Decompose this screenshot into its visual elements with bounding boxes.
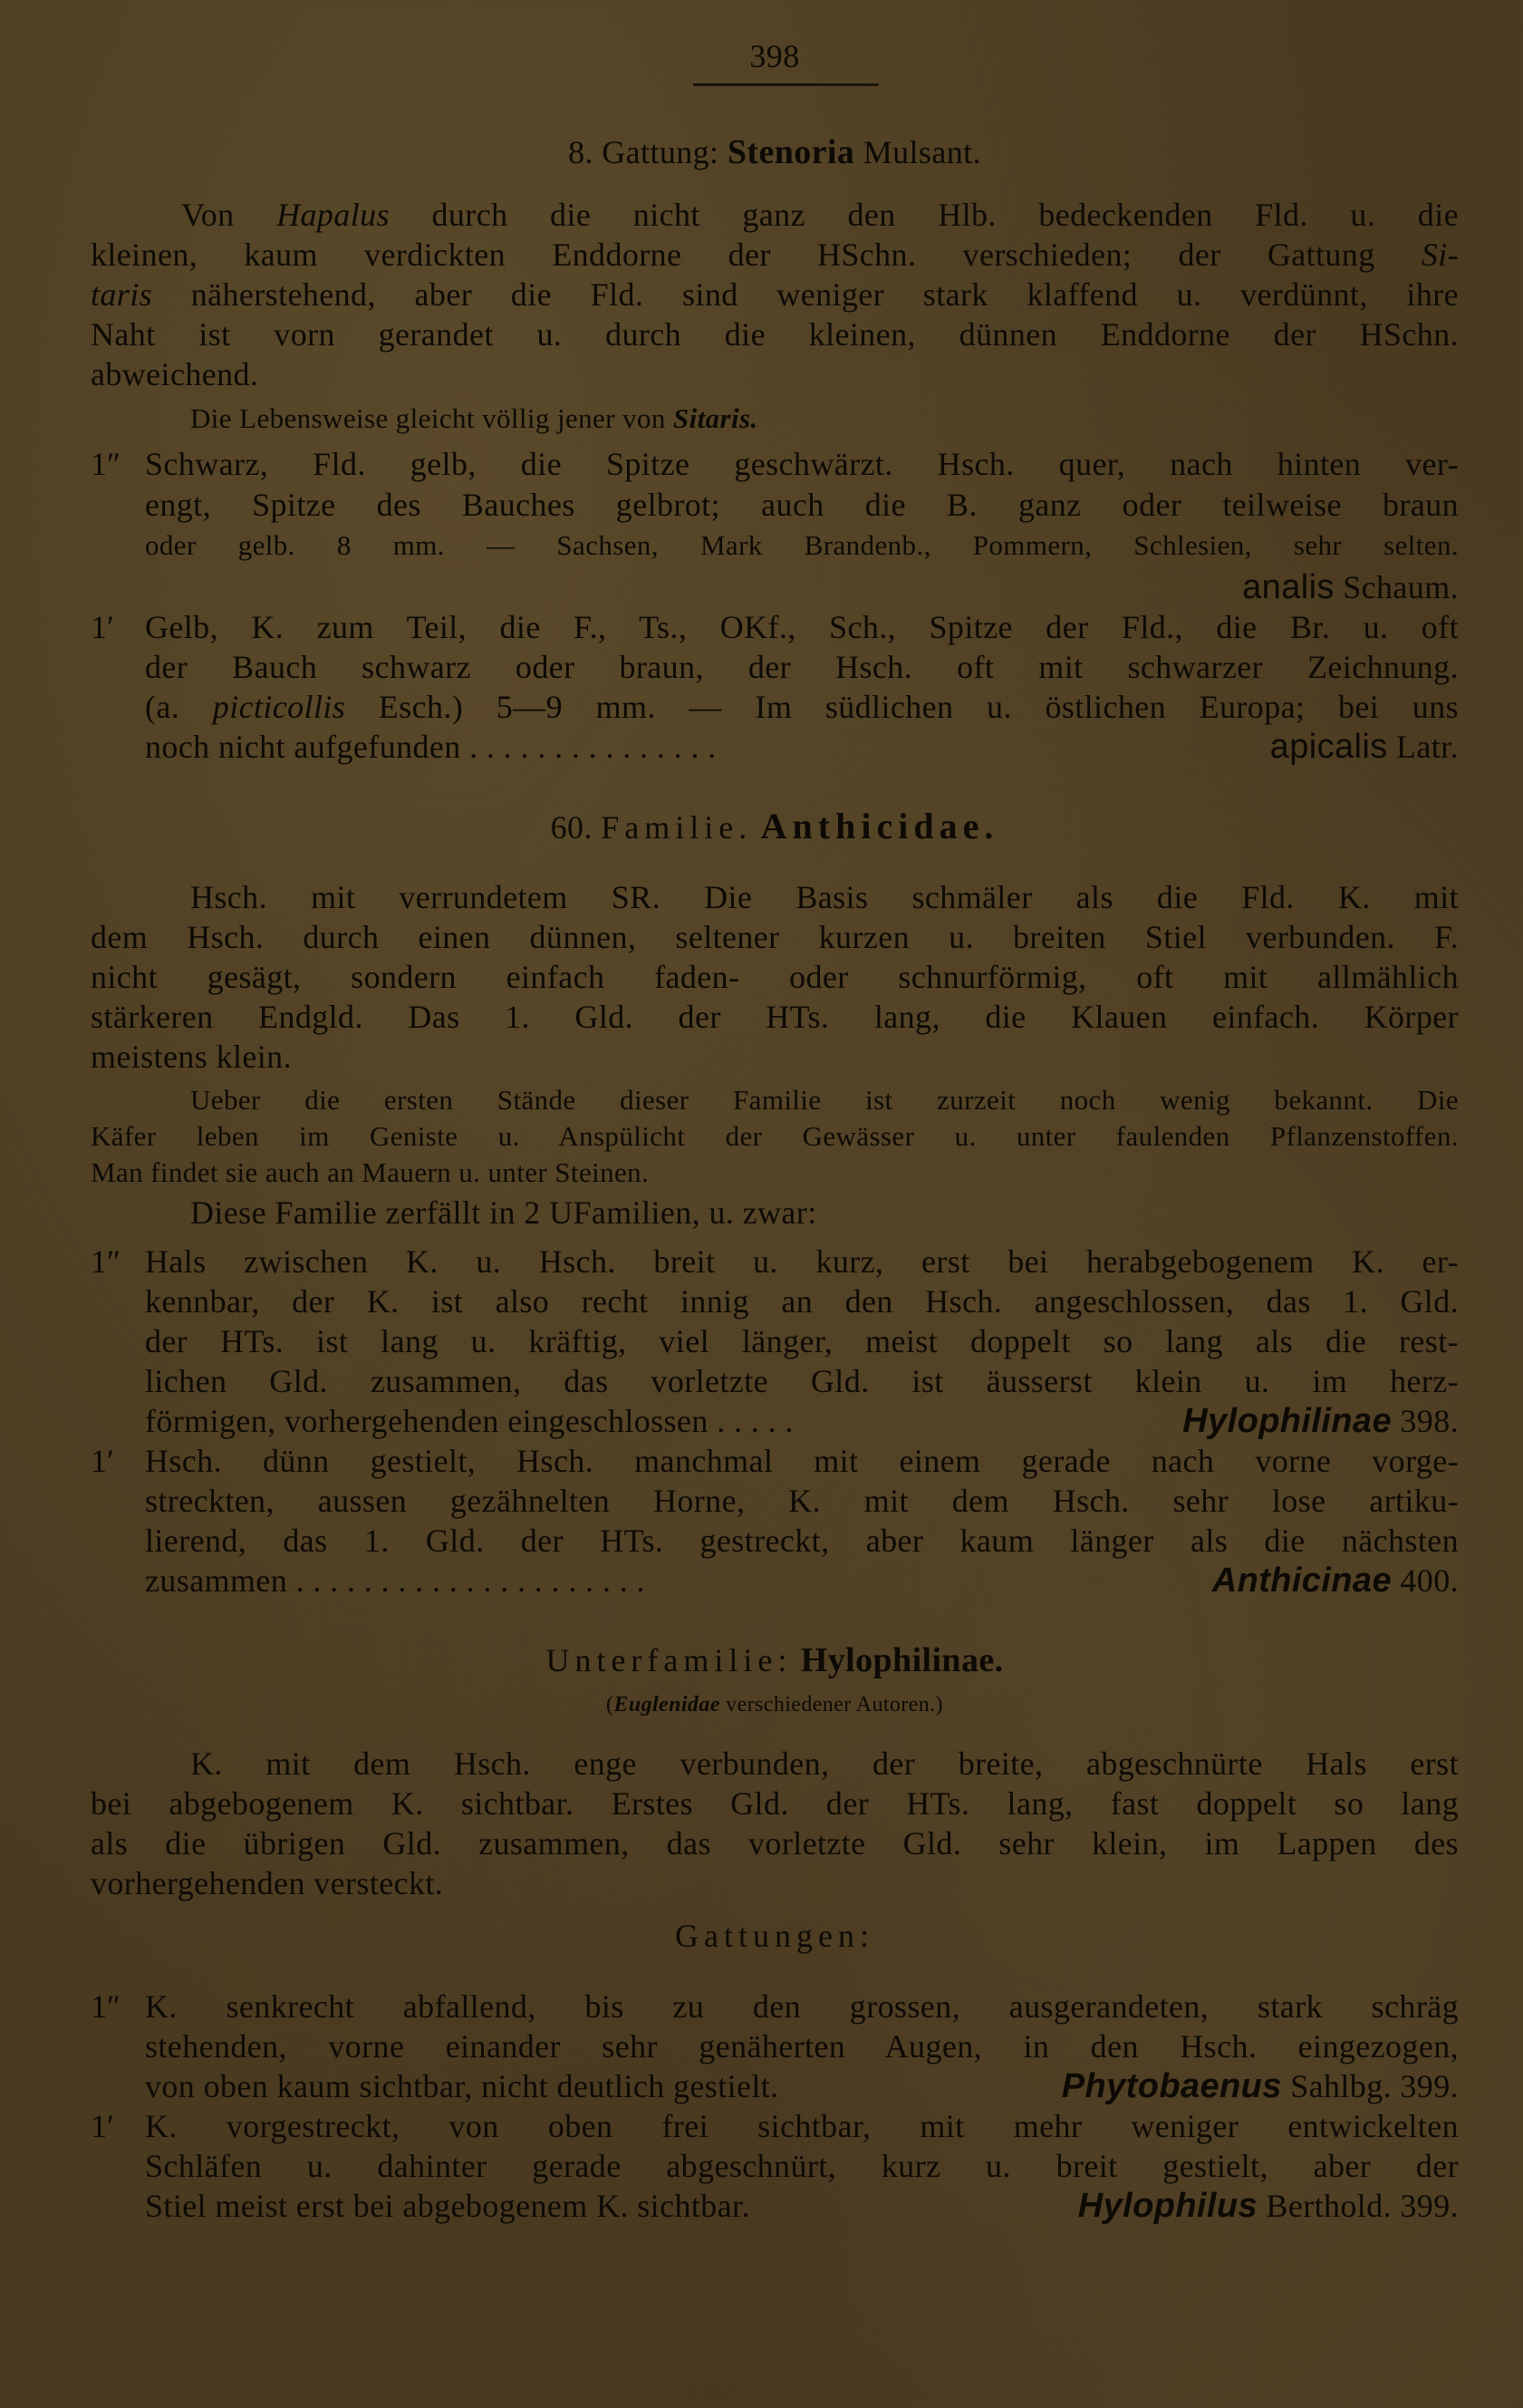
key-text: Stiel meist erst bei abgebogenem K. sichtbar. (145, 2188, 750, 2224)
genus-heading: 8. Gattung: Stenoria Mulsant. (568, 133, 981, 171)
key-text: von oben kaum sichtbar, nicht deutlich gestielt. (145, 2068, 779, 2104)
key-text: K. senkrecht abfallend, bis zu den grossen, ausgerandeten, stark schräg (145, 1988, 1459, 2025)
key-marker: 1″ (91, 1243, 120, 1280)
key-marker: 1′ (91, 609, 114, 645)
subfamily-note: (Euglenidae verschiedener Autoren.) (606, 1693, 943, 1717)
family-split: Diese Familie zerfällt in 2 UFamilien, u. zwar: (190, 1194, 817, 1231)
family-biology-line: Ueber die ersten Stände dieser Familie ist zurzeit noch wenig bekannt. Die (190, 1084, 1459, 1116)
key-marker: 1′ (91, 2108, 114, 2144)
key-marker: 1″ (91, 1988, 120, 2025)
genus-line: Phytobaenus Sahlbg. 399. (1061, 2067, 1459, 2105)
genus-intro-line-2: kleinen, kaum verdickten Enddorne der HSchn. verschieden; der Gattung Si- (91, 237, 1459, 273)
key-text: streckten, aussen gezähnelten Horne, K. mit dem Hsch. sehr lose artiku- (145, 1483, 1459, 1519)
subfamily-intro-line: bei abgebogenem K. sichtbar. Erstes Gld. der HTs. lang, fast doppelt so lang (91, 1785, 1459, 1822)
key-text: (a. picticollis Esch.) 5—9 mm. — Im südlichen u. östlichen Europa; bei uns (145, 689, 1460, 725)
key-text: zusammen . . . . . . . . . . . . . . . . . . . . . (145, 1562, 645, 1599)
header-rule (693, 83, 879, 86)
key-text: förmigen, vorhergehenden eingeschlossen . . . . . (145, 1403, 794, 1439)
genus-intro-line-1: Von Hapalus durch die nicht ganz den Hlb. bedeckenden Fld. u. die (181, 197, 1459, 233)
key-text: Schwarz, Fld. gelb, die Spitze geschwärzt. Hsch. quer, nach hinten ver- (145, 446, 1459, 482)
genus-intro-line-4: Naht ist vorn gerandet u. durch die kleinen, dünnen Enddorne der HSchn. (91, 316, 1459, 353)
key-text: Hals zwischen K. u. Hsch. breit u. kurz, erst bei herabgebogenem K. er- (145, 1243, 1459, 1280)
genera-heading: Gattungen: (675, 1918, 874, 1954)
subfamily-intro-line: K. mit dem Hsch. enge verbunden, der breite, abgeschnürte Hals erst (190, 1746, 1459, 1782)
family-intro-line: Hsch. mit verrundetem SR. Die Basis schmäler als die Fld. K. mit (190, 879, 1459, 915)
key-text: Schläfen u. dahinter gerade abgeschnürt, kurz u. breit gestielt, aber der (145, 2148, 1459, 2184)
family-intro-line: meistens klein. (91, 1039, 292, 1075)
species-line: apicalis Latr. (1269, 728, 1459, 766)
family-intro-line: stärkeren Endgld. Das 1. Gld. der HTs. lang, die Klauen einfach. Körper (91, 999, 1459, 1035)
subfamily-intro-line: als die übrigen Gld. zusammen, das vorletzte Gld. sehr klein, im Lappen des (91, 1825, 1459, 1862)
key-text: noch nicht aufgefunden . . . . . . . . . . . . . . . (145, 729, 717, 765)
family-biology-line: Käfer leben im Geniste u. Anspülicht der Gewässer u. unter faulenden Pflanzenstoffen. (91, 1120, 1459, 1152)
lebensweise-note: Die Lebensweise gleicht völlig jener von Sitaris. (190, 402, 758, 434)
key-text: kennbar, der K. ist also recht innig an den Hsch. angeschlossen, das 1. Gld. (145, 1283, 1459, 1320)
key-text: der Bauch schwarz oder braun, der Hsch. oft mit schwarzer Zeichnung. (145, 649, 1459, 685)
key-marker: 1′ (91, 1443, 114, 1479)
page-number: 398 (749, 38, 800, 74)
taxon-line: Anthicinae 400. (1211, 1562, 1459, 1600)
genus-intro-line-5: abweichend. (91, 356, 259, 392)
key-text: Hsch. dünn gestielt, Hsch. manchmal mit einem gerade nach vorne vorge- (145, 1443, 1459, 1479)
subfamily-intro-line: vorhergehenden versteckt. (91, 1865, 444, 1901)
family-heading: 60. Familie. Anthicidae. (550, 806, 999, 846)
subfamily-heading: Unterfamilie: Hylophilinae. (545, 1641, 1004, 1679)
key-text: engt, Spitze des Bauches gelbrot; auch die B. ganz oder teilweise braun (145, 487, 1459, 523)
key-text: lichen Gld. zusammen, das vorletzte Gld. ist äusserst klein u. im herz- (145, 1363, 1459, 1399)
family-intro-line: nicht gesägt, sondern einfach faden- oder schnurförmig, oft mit allmählich (91, 959, 1459, 995)
key-text: K. vorgestreckt, von oben frei sichtbar, mit mehr weniger entwickelten (145, 2108, 1459, 2144)
key-text: oder gelb. 8 mm. — Sachsen, Mark Brandenb., Pommern, Schlesien, sehr selten. (145, 529, 1459, 561)
taxon-line: Hylophilinae 398. (1182, 1402, 1459, 1440)
genus-intro-line-3: taris näherstehend, aber die Fld. sind weniger stark klaffend u. verdünnt, ihre (91, 276, 1459, 313)
species-line: analis Schaum. (1242, 568, 1459, 606)
key-text: Gelb, K. zum Teil, die F., Ts., OKf., Sch., Spitze der Fld., die Br. u. oft (145, 609, 1459, 645)
key-text: stehenden, vorne einander sehr genäherten Augen, in den Hsch. eingezogen, (145, 2028, 1459, 2065)
genus-line: Hylophilus Berthold. 399. (1077, 2187, 1459, 2225)
key-text: der HTs. ist lang u. kräftig, viel länger, meist doppelt so lang als die rest- (145, 1323, 1459, 1359)
key-text: lierend, das 1. Gld. der HTs. gestreckt, aber kaum länger als die nächsten (145, 1523, 1459, 1559)
family-intro-line: dem Hsch. durch einen dünnen, seltener kurzen u. breiten Stiel verbunden. F. (91, 919, 1459, 955)
family-biology-line: Man findet sie auch an Mauern u. unter Steinen. (91, 1156, 650, 1188)
key-marker: 1″ (91, 446, 120, 482)
